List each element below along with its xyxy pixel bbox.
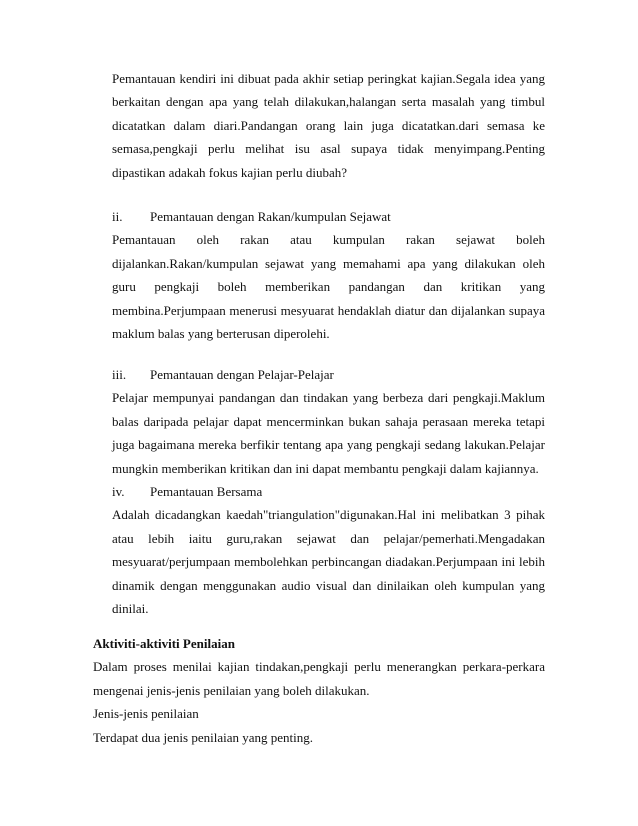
section-heading xyxy=(112,363,545,386)
section-title: Pemantauan Bersama xyxy=(150,484,263,499)
section-paragraph: Pemantauan oleh rakan atau kumpulan rakan sejawat boleh dijalankan.Rakan/kumpulan sejawat yang memahami apa yang dilakukan oleh guru pengkaji boleh memberikan pandangan dan kritikan yang membina.Perjumpaan menerusi mesyuarat hendaklah diatur dan dijalankan supaya maklum balas yang berterusan diperolehi. xyxy=(112,232,545,342)
section-title: Pemantauan dengan Pelajar-Pelajar xyxy=(150,367,334,382)
section-heading xyxy=(112,480,545,503)
section-number: iv. xyxy=(112,484,125,499)
section-paragraph: Adalah dicadangkan kaedah"triangulation"digunakan.Hal ini melibatkan 3 pihak atau lebih iaitu guru,rakan sejawat dan pelajar/pemerhati.Mengadakan mesyuarat/perjumpaan membolehkan perbincangan diadakan.Perjumpaan ini lebih dinamik dengan menggunakan audio visual dan dinilaikan oleh kumpulan yang dinilai. xyxy=(112,507,545,617)
section-paragraph: Pelajar mempunyai pandangan dan tindakan yang berbeza dari pengkaji.Maklum balas daripada pelajar dapat mencerminkan bukan sahaja perasaan mereka tetapi juga bagaimana mereka berfikir tentang apa yang pengkaji sedang lakukan.Pelajar mungkin memberikan kritikan dan ini dapat membantu pengkaji dalam kajiannya. xyxy=(112,390,545,476)
intro-block xyxy=(112,67,545,184)
assessment-block xyxy=(93,632,545,749)
intro-paragraph: Pemantauan kendiri ini dibuat pada akhir setiap peringkat kajian.Segala idea yang berkaitan dengan apa yang telah dilakukan,halangan serta masalah yang timbul dicatatkan dalam diari.Pandangan orang lain juga dicatatkan.dari semasa ke semasa,pengkaji perlu melihat isu asal supaya tidak menyimpang.Penting dipastikan adakah fokus kajian perlu diubah? xyxy=(112,71,545,180)
section-number: ii. xyxy=(112,209,123,224)
assessment-paragraph: Dalam proses menilai kajian tindakan,pengkaji perlu menerangkan perkara-perkara mengenai jenis-jenis penilaian yang boleh dilakukan. xyxy=(93,659,545,698)
section-iv xyxy=(112,480,545,620)
section-number: iii. xyxy=(112,367,127,382)
assessment-line-important: Terdapat dua jenis penilaian yang penting. xyxy=(93,729,314,745)
section-heading xyxy=(112,205,545,228)
assessment-line-types: Jenis-jenis penilaian xyxy=(93,706,199,722)
section-title: Pemantauan dengan Rakan/kumpulan Sejawat xyxy=(150,209,391,224)
assessment-title: Aktiviti-aktiviti Penilaian xyxy=(93,636,235,651)
section-ii xyxy=(112,205,545,345)
section-iii xyxy=(112,363,545,480)
